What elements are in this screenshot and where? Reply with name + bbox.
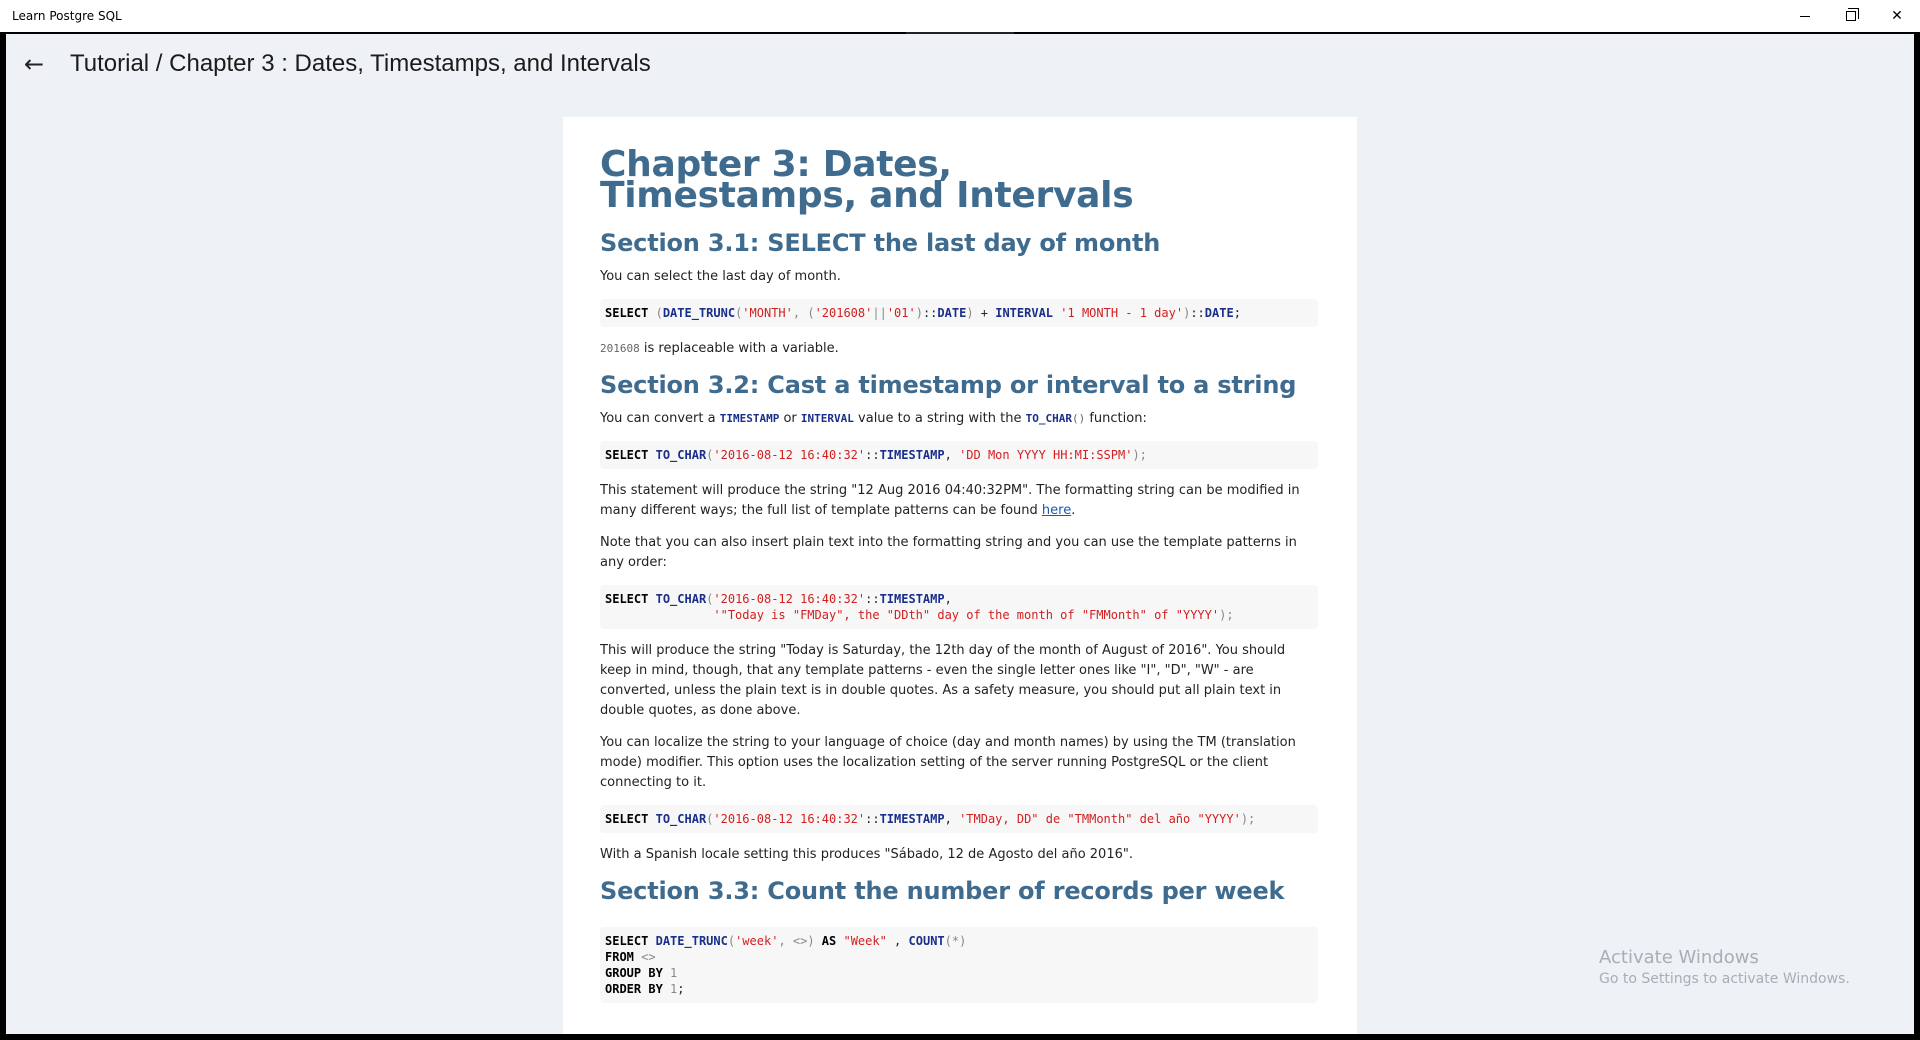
code-token: ,	[886, 934, 909, 948]
code-token: ::	[922, 306, 938, 320]
code-token: );	[1240, 812, 1256, 826]
page-title: Tutorial / Chapter 3 : Dates, Timestamps, and Intervals	[70, 50, 651, 77]
code-token: TIMESTAMP	[879, 812, 945, 826]
code-token: FROM	[605, 950, 634, 964]
code-token: '2016-08-12 16:40:32'	[713, 448, 866, 462]
template-patterns-link[interactable]: here	[1041, 503, 1072, 518]
paragraph-text: You can convert a	[600, 411, 720, 426]
code-token: AS	[814, 934, 844, 948]
code-token: , <>)	[778, 934, 815, 948]
inline-code: TIMESTAMP	[719, 412, 780, 425]
code-token: ,	[944, 592, 952, 606]
code-block-2[interactable]	[600, 441, 1318, 469]
code-token: (*)	[944, 934, 967, 948]
code-token: ,	[944, 812, 960, 826]
inline-code: ()	[1071, 412, 1086, 425]
code-token: '2016-08-12 16:40:32'	[713, 812, 866, 826]
watermark-line-1: Activate Windows	[1599, 947, 1759, 968]
code-token: ||	[872, 306, 887, 320]
paragraph	[600, 339, 1320, 359]
code-token: TO_CHAR	[655, 448, 707, 462]
code-token: ::	[865, 592, 880, 606]
paragraph: With a Spanish locale setting this produces "Sábado, 12 de Agosto del año 2016".	[600, 847, 1133, 862]
section-heading-3-2: Section 3.2: Cast a timestamp or interval to a string	[600, 371, 1297, 399]
code-token: (	[735, 306, 743, 320]
code-token: 'DD Mon YYYY HH:MI:SSPM'	[959, 448, 1133, 462]
code-token: )	[1183, 306, 1191, 320]
restore-icon	[1846, 11, 1856, 21]
code-token: ::	[865, 448, 880, 462]
code-token: )	[966, 306, 974, 320]
code-token: (	[727, 934, 736, 948]
code-token: '1 MONTH - 1 day'	[1060, 306, 1184, 320]
inline-code: INTERVAL	[800, 412, 854, 425]
paragraph-text: or	[779, 411, 801, 426]
code-token: 'TMDay, DD" de "TMMonth" del año "YYYY'	[959, 812, 1241, 826]
minimize-icon	[1800, 16, 1810, 17]
code-token: SELECT	[605, 592, 649, 606]
paragraph: This will produce the string "Today is Saturday, the 12th day of the month of August of 2016". You should keep in mind, though, that any template patterns - even the single letter ones like "I", "D", "W" - are converted, unless the plain text is in double quotes. As a safety measure, you should put all plain text in double quotes, as done above.	[600, 643, 1286, 718]
paragraph-text: value to a string with the	[853, 411, 1026, 426]
code-token: '201608'	[814, 306, 873, 320]
paragraph: You can select the last day of month.	[600, 269, 841, 284]
code-token: ;	[1233, 306, 1241, 320]
back-button[interactable]	[16, 46, 52, 82]
section-heading-3-3: Section 3.3: Count the number of records per week	[600, 877, 1285, 905]
code-token: "Week"	[843, 934, 887, 948]
paragraph-text: function:	[1085, 411, 1147, 426]
code-token: 1	[662, 966, 678, 980]
paragraph: Note that you can also insert plain text into the formatting string and you can use the template patterns in any order:	[600, 535, 1297, 570]
watermark-line-2: Go to Settings to activate Windows.	[1599, 971, 1850, 987]
code-token: ;	[677, 982, 685, 996]
app-content	[6, 34, 1914, 1034]
code-token: TO_CHAR	[655, 812, 707, 826]
code-block-5[interactable]	[600, 927, 1318, 1003]
title-bar[interactable]	[0, 0, 1920, 32]
code-block-3[interactable]	[600, 585, 1318, 629]
close-icon: ✕	[1891, 8, 1903, 24]
code-token: (	[648, 306, 663, 320]
code-token: ORDER BY	[605, 982, 663, 996]
chapter-title: Chapter 3: Dates, Timestamps, and Intervals	[600, 144, 1134, 216]
code-token: SELECT	[605, 934, 649, 948]
code-token: , (	[792, 306, 815, 320]
code-token: DATE	[1204, 306, 1234, 320]
code-token: DATE_TRUNC	[655, 934, 728, 948]
code-token	[648, 592, 655, 606]
inline-code: TO_CHAR	[1025, 412, 1072, 425]
code-token: '2016-08-12 16:40:32'	[713, 592, 866, 606]
code-token: ::	[1190, 306, 1205, 320]
code-token: '"Today is "FMDay", the "DDth" day of the month of "FMMonth" of "YYYY'	[713, 608, 1220, 622]
code-token: );	[1219, 608, 1234, 622]
section-heading-3-1: Section 3.1: SELECT the last day of month	[600, 229, 1161, 257]
code-token: COUNT	[908, 934, 945, 948]
code-token: TIMESTAMP	[879, 592, 945, 606]
code-token: (	[706, 592, 714, 606]
code-token: );	[1132, 448, 1147, 462]
code-token: TO_CHAR	[655, 592, 707, 606]
paragraph	[600, 481, 1320, 521]
restore-button[interactable]	[1828, 0, 1874, 32]
code-token: <>	[633, 950, 656, 964]
close-button[interactable]	[1874, 0, 1920, 32]
code-token: 'week'	[735, 934, 779, 948]
code-token: )	[915, 306, 923, 320]
paragraph-text: .	[1071, 503, 1076, 518]
code-token: DATE	[937, 306, 967, 320]
activate-windows-watermark	[1599, 946, 1850, 988]
code-token	[648, 934, 655, 948]
code-token: SELECT	[605, 812, 649, 826]
code-token	[648, 448, 655, 462]
code-token: GROUP BY	[605, 966, 663, 980]
code-token: INTERVAL	[995, 306, 1054, 320]
document-page[interactable]	[563, 117, 1357, 1034]
code-token: 1	[662, 982, 678, 996]
minimize-button[interactable]	[1782, 0, 1828, 32]
code-token: (	[706, 812, 714, 826]
code-token: ,	[944, 448, 960, 462]
code-block-4[interactable]	[600, 805, 1318, 833]
code-token: TIMESTAMP	[879, 448, 945, 462]
window-controls	[1782, 0, 1920, 32]
code-token: DATE_TRUNC	[662, 306, 736, 320]
code-token: SELECT	[605, 448, 649, 462]
code-token	[648, 812, 655, 826]
paragraph: You can localize the string to your language of choice (day and month names) by using the TM (translation mode) modifier. This option uses the localization setting of the server running PostgreSQL or the client connecting to it.	[600, 735, 1296, 790]
app-title: Learn Postgre SQL	[12, 9, 122, 23]
code-token: 'MONTH'	[742, 306, 793, 320]
code-token: (	[706, 448, 714, 462]
code-block-1[interactable]	[600, 299, 1318, 327]
code-token: SELECT	[605, 306, 649, 320]
inline-code: 201608	[600, 342, 640, 355]
paragraph-text: This statement will produce the string "12 Aug 2016 04:40:32PM". The formatting string can be modified in many different ways; the full list of template patterns can be found	[600, 483, 1300, 518]
code-token	[605, 608, 713, 622]
paragraph-text: is replaceable with a variable.	[639, 341, 839, 356]
code-token: ::	[865, 812, 880, 826]
paragraph	[600, 409, 1320, 429]
back-arrow-icon: ←	[23, 50, 45, 78]
code-token: '01'	[886, 306, 916, 320]
code-token: +	[973, 306, 996, 320]
